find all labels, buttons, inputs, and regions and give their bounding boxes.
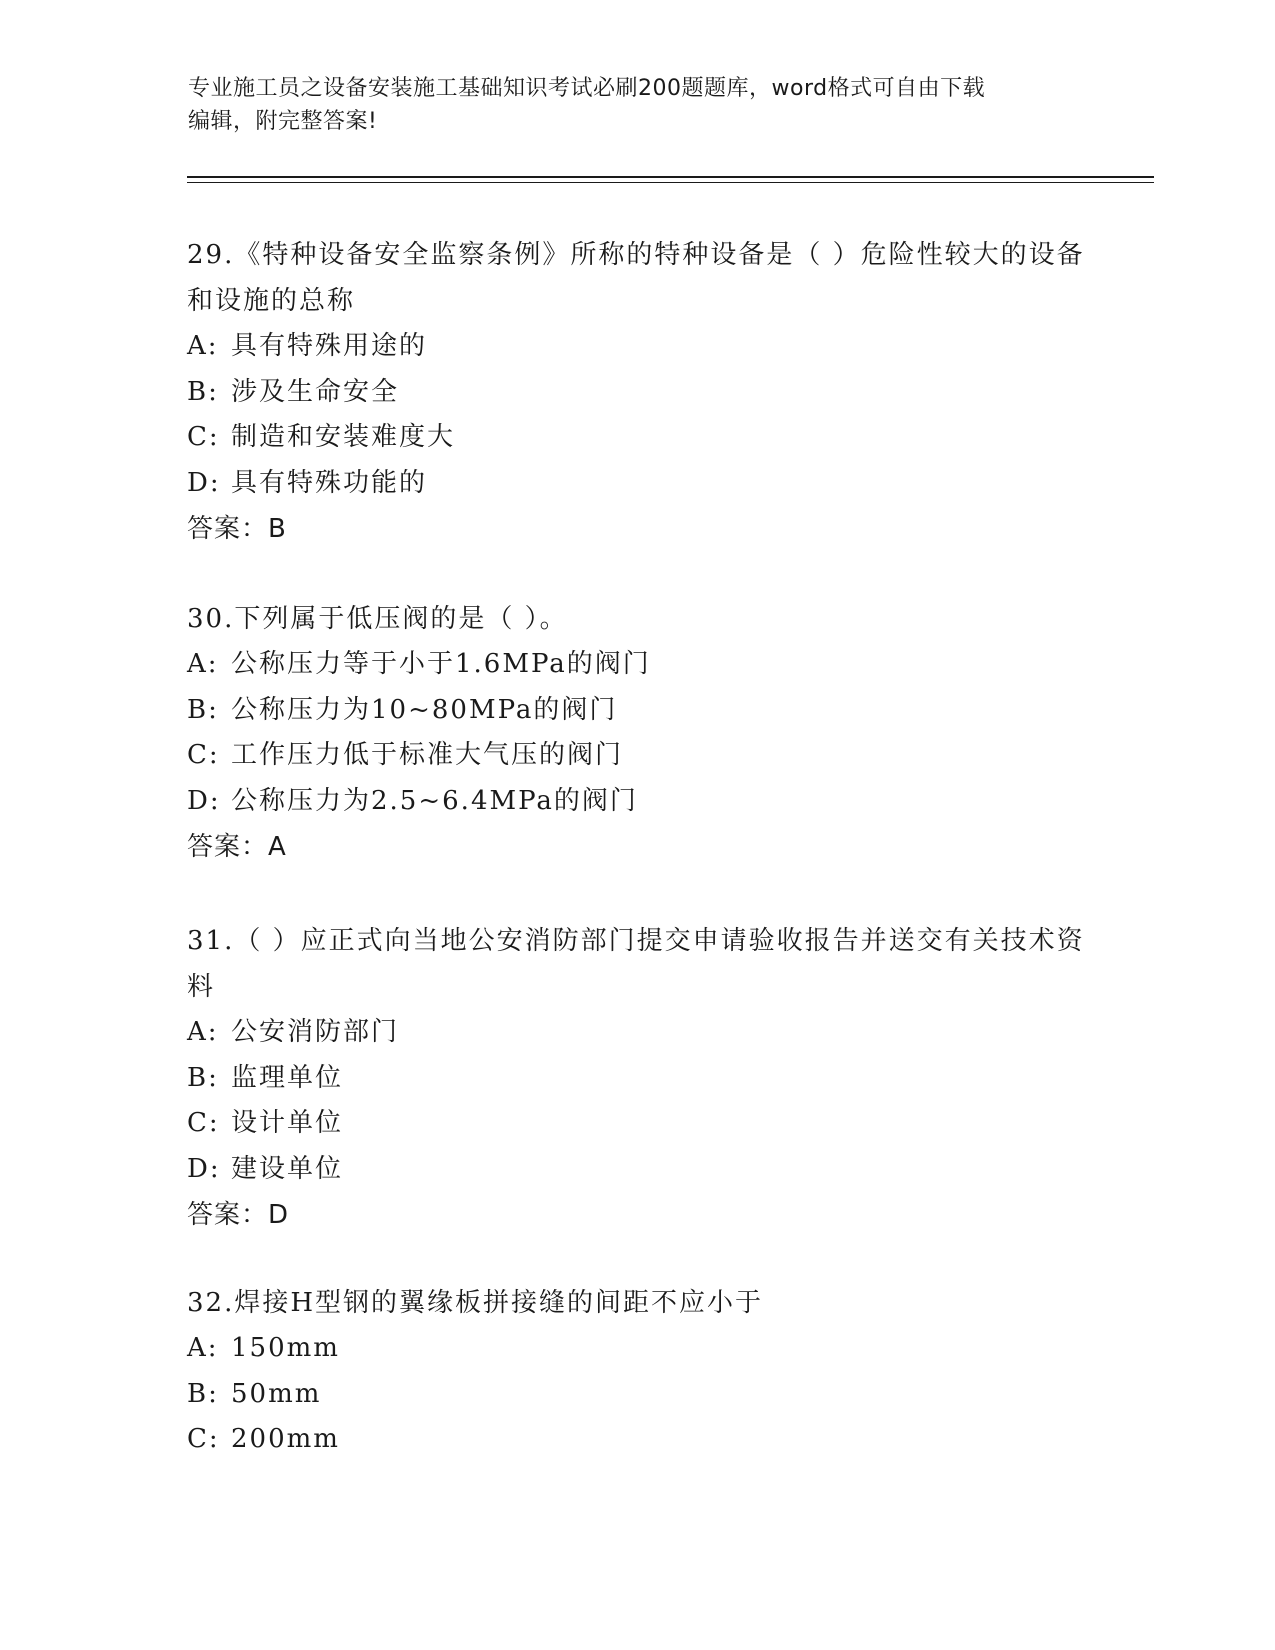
option-letter: B:: [187, 1378, 219, 1409]
option-a: [187, 1010, 1087, 1056]
question-29: [187, 232, 1087, 552]
option-text: 监理单位: [231, 1062, 344, 1093]
option-letter: D:: [187, 467, 221, 498]
option-c: [187, 733, 1087, 779]
option-text: 50mm: [231, 1378, 322, 1409]
option-text: 制造和安装难度大: [231, 422, 456, 452]
option-letter: C:: [187, 422, 220, 452]
option-letter: D:: [187, 785, 221, 816]
question-31: [187, 918, 1087, 1238]
option-d: [187, 1147, 1087, 1193]
option-letter: B:: [187, 376, 219, 407]
option-letter: A:: [187, 649, 219, 679]
option-letter: C:: [187, 740, 220, 770]
option-text: 设计单位: [231, 1108, 344, 1138]
header-line-1: 专业施工员之设备安装施工基础知识考试必刷200题题库，word格式可自由下载: [188, 76, 986, 101]
question-30: [187, 596, 1087, 870]
option-c: [187, 1101, 1087, 1147]
option-text: 工作压力低于标准大气压的阀门: [231, 740, 624, 770]
option-text: 具有特殊用途的: [231, 331, 428, 361]
document-header: [188, 72, 1088, 138]
option-letter: B:: [187, 1062, 219, 1093]
header-line-2: 编辑，附完整答案!: [188, 109, 378, 134]
option-letter: B:: [187, 694, 219, 725]
header-divider-thin: [187, 182, 1154, 183]
option-c: [187, 415, 1087, 461]
option-text: 涉及生命安全: [231, 376, 400, 407]
answer-label: 答案：D: [187, 1200, 290, 1230]
option-text: 公称压力为2.5~6.4MPa的阀门: [231, 785, 638, 816]
option-text: 公称压力等于小于1.6MPa的阀门: [231, 649, 651, 679]
option-b: [187, 1056, 1087, 1102]
option-a: [187, 324, 1087, 370]
header-divider-thick: [187, 176, 1154, 178]
option-letter: A:: [187, 1017, 219, 1047]
option-c: [187, 1417, 1087, 1463]
option-text: 公称压力为10~80MPa的阀门: [231, 694, 618, 725]
option-text: 200mm: [231, 1424, 340, 1454]
question-32: [187, 1280, 1087, 1463]
answer-label: 答案：B: [187, 514, 287, 544]
question-stem: 32.焊接H型钢的翼缘板拼接缝的间距不应小于: [187, 1288, 764, 1318]
option-letter: A:: [187, 331, 219, 361]
question-stem: 29.《特种设备安全监察条例》所称的特种设备是（ ）危险性较大的设备和设施的总称: [187, 240, 1085, 316]
option-letter: D:: [187, 1153, 221, 1184]
option-d: [187, 779, 1087, 825]
question-stem: 31.（ ）应正式向当地公安消防部门提交申请验收报告并送交有关技术资料: [187, 926, 1085, 1002]
answer-label: 答案：A: [187, 832, 287, 862]
option-d: [187, 461, 1087, 507]
option-a: [187, 642, 1087, 688]
option-a: [187, 1326, 1087, 1372]
option-b: [187, 688, 1087, 734]
option-letter: A:: [187, 1333, 219, 1363]
option-text: 具有特殊功能的: [231, 467, 428, 498]
option-letter: C:: [187, 1108, 220, 1138]
option-letter: C:: [187, 1424, 220, 1454]
option-text: 建设单位: [231, 1153, 344, 1184]
option-text: 公安消防部门: [231, 1017, 400, 1047]
option-text: 150mm: [231, 1333, 340, 1363]
option-b: [187, 370, 1087, 416]
option-b: [187, 1372, 1087, 1418]
question-stem: 30.下列属于低压阀的是（ ）。: [187, 604, 568, 634]
